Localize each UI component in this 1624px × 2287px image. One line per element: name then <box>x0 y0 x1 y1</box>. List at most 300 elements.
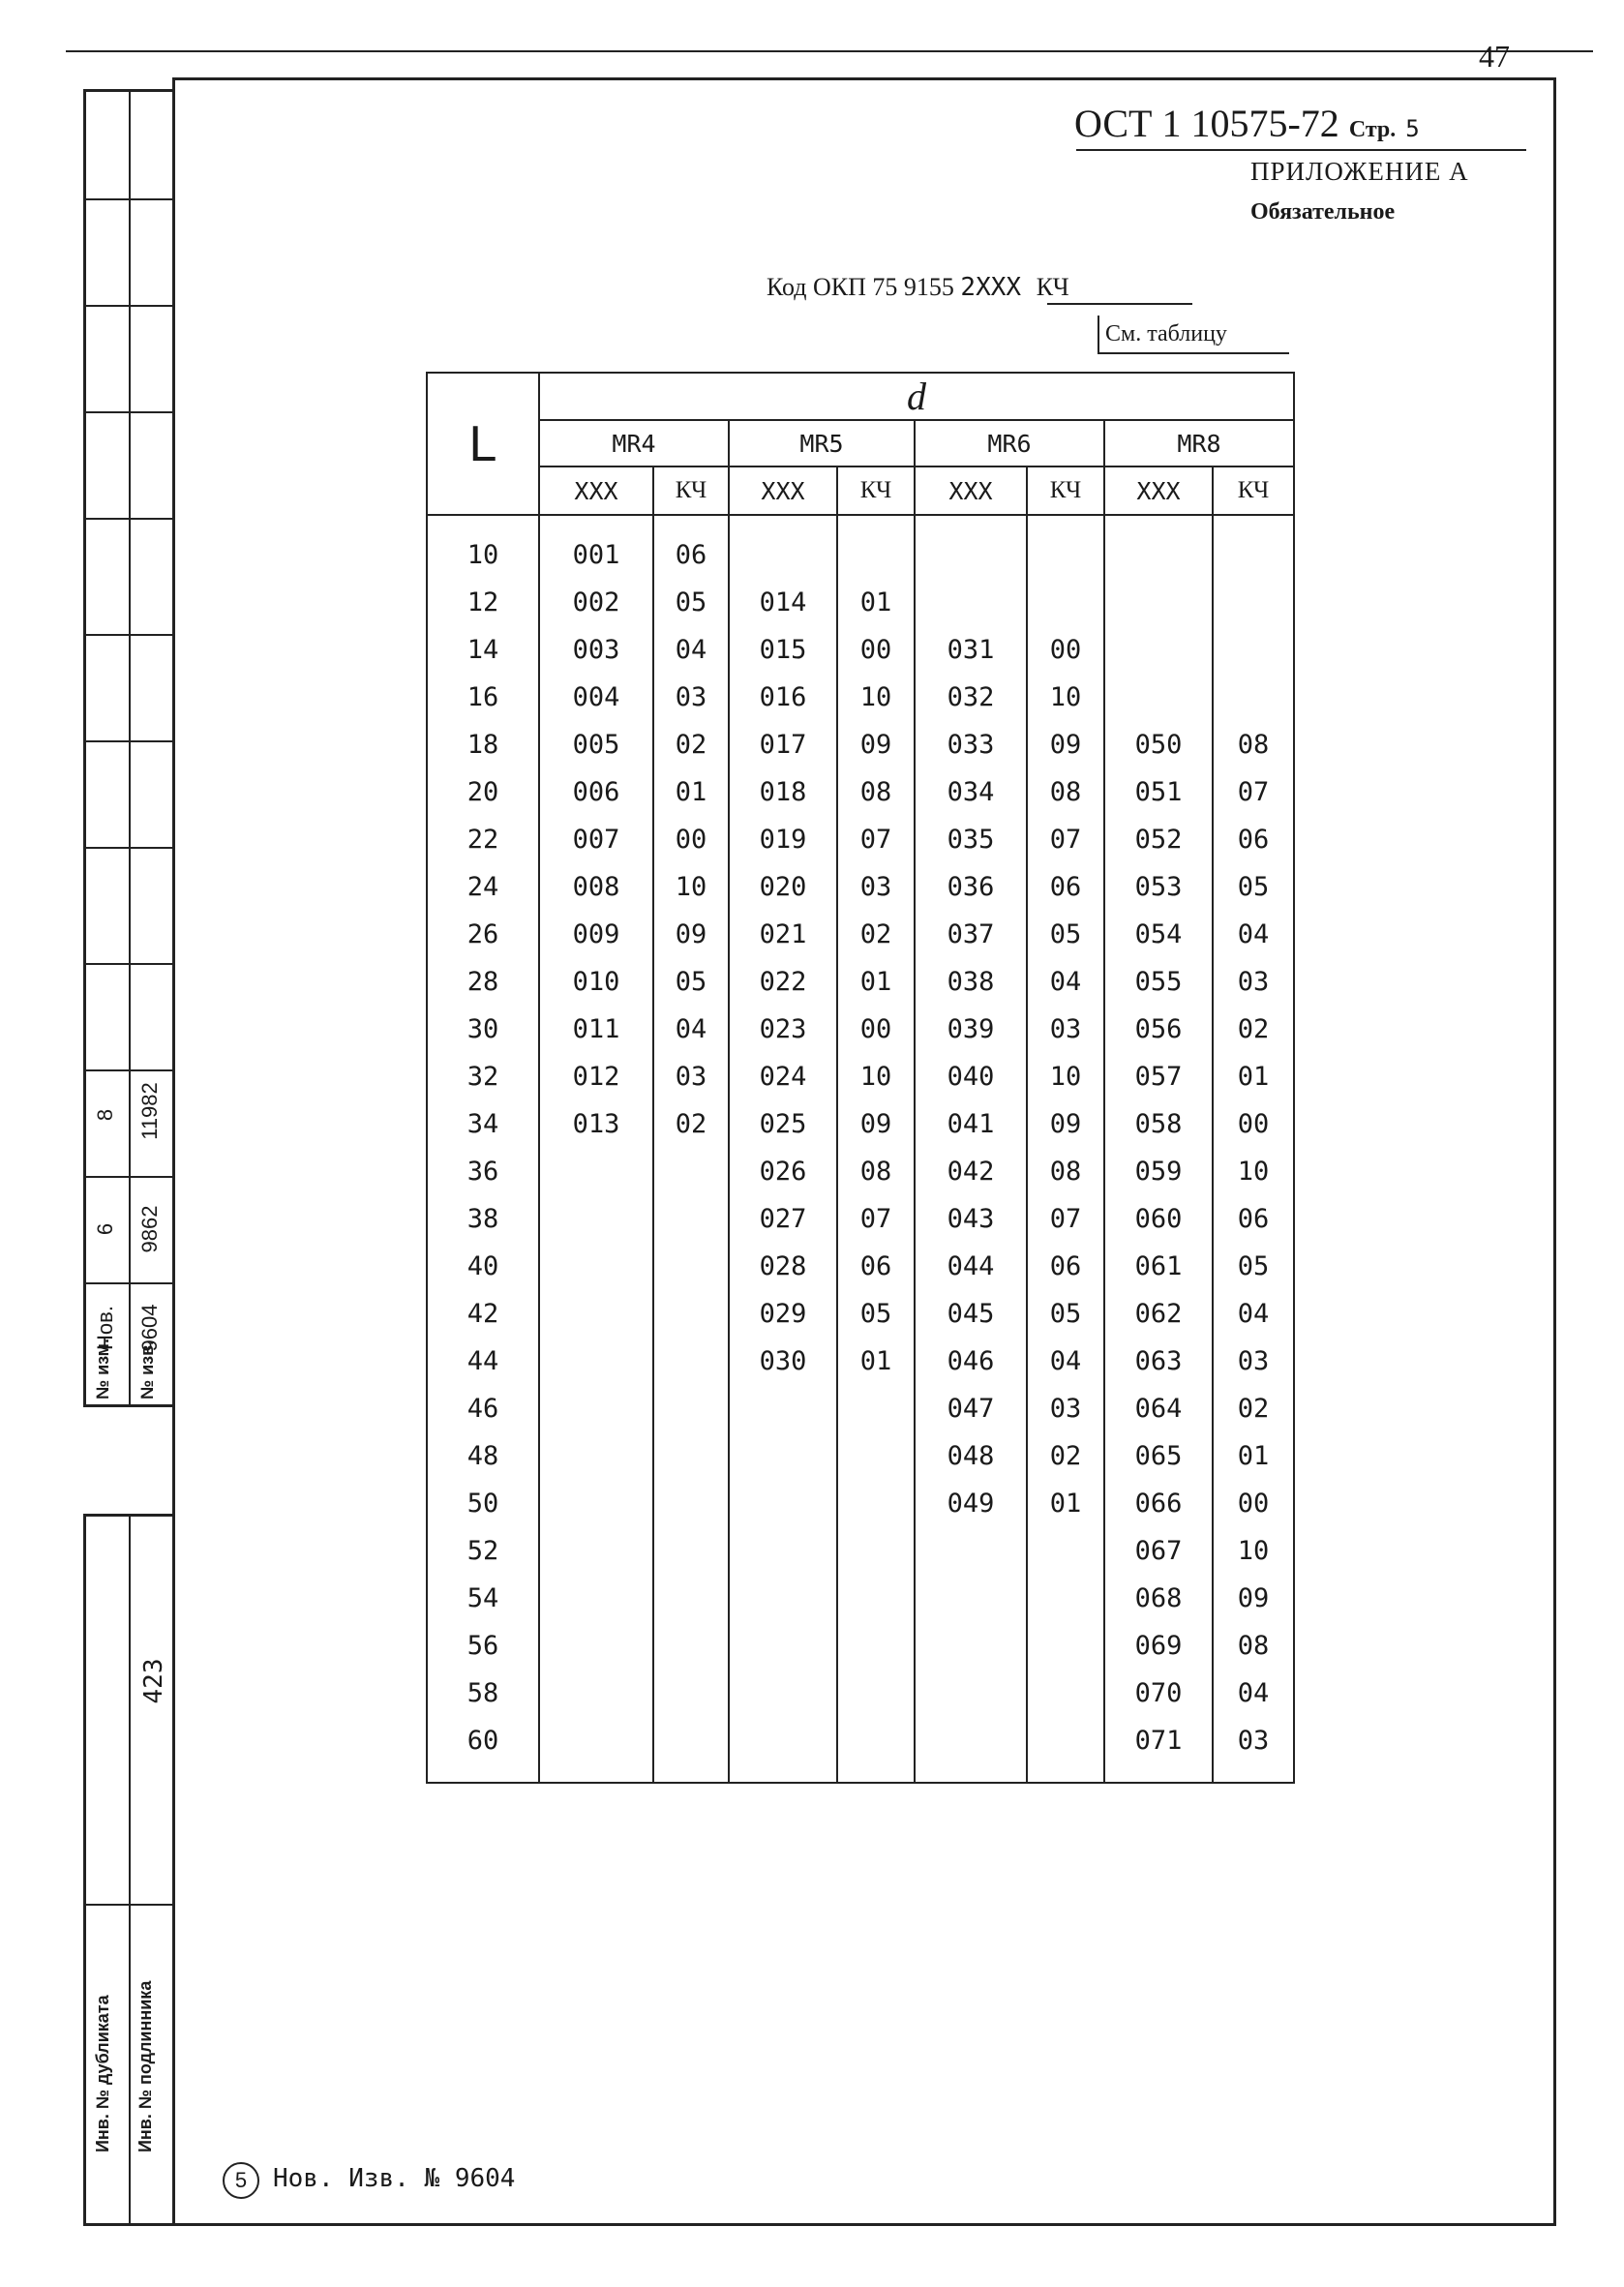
cell-kch: 10 <box>653 863 729 911</box>
cell-xxx: 070 <box>1104 1670 1213 1717</box>
table-row <box>427 1527 1294 1575</box>
cell-xxx <box>1104 674 1213 721</box>
cell-xxx: 021 <box>729 911 837 958</box>
cell-kch: 05 <box>1213 863 1294 911</box>
table-row <box>427 768 1294 816</box>
sub-header-xxx: XXX <box>729 466 837 515</box>
cell-kch <box>837 1432 915 1480</box>
cell-kch: 01 <box>1027 1480 1104 1527</box>
cell-xxx <box>1104 626 1213 674</box>
inv-original-value: 423 <box>139 1658 168 1704</box>
table-body <box>427 515 1294 1783</box>
cell-l: 30 <box>427 1006 539 1053</box>
cell-kch: 01 <box>653 768 729 816</box>
cell-l: 42 <box>427 1290 539 1338</box>
cell-kch <box>1213 674 1294 721</box>
cell-kch <box>837 1527 915 1575</box>
page-number: 47 <box>1479 39 1510 74</box>
sub-header-xxx: XXX <box>915 466 1027 515</box>
cell-xxx: 056 <box>1104 1006 1213 1053</box>
cell-kch: 04 <box>1027 1338 1104 1385</box>
cell-kch: 04 <box>1213 1670 1294 1717</box>
cell-l: 52 <box>427 1527 539 1575</box>
document-code: ОСТ 1 10575-72 Стр. 5 <box>1074 102 1420 145</box>
cell-l: 40 <box>427 1243 539 1290</box>
cell-kch: 00 <box>1213 1480 1294 1527</box>
cell-xxx: 063 <box>1104 1338 1213 1385</box>
cell-kch: 08 <box>837 1148 915 1195</box>
page-label: Стр. <box>1348 117 1397 142</box>
cell-kch <box>1027 515 1104 579</box>
cell-kch: 06 <box>1027 863 1104 911</box>
cell-xxx: 016 <box>729 674 837 721</box>
cell-xxx: 030 <box>729 1338 837 1385</box>
cell-xxx: 008 <box>539 863 653 911</box>
cell-xxx <box>539 1575 653 1622</box>
cell-kch: 06 <box>1213 816 1294 863</box>
table-row <box>427 1006 1294 1053</box>
cell-xxx: 023 <box>729 1006 837 1053</box>
cell-xxx <box>539 1717 653 1783</box>
l-header: L <box>427 373 539 515</box>
cell-xxx <box>729 1717 837 1783</box>
cell-xxx: 058 <box>1104 1100 1213 1148</box>
cell-kch: 09 <box>837 1100 915 1148</box>
cell-xxx: 011 <box>539 1006 653 1053</box>
cell-l: 50 <box>427 1480 539 1527</box>
sub-header-kch: КЧ <box>1213 466 1294 515</box>
cell-kch <box>837 1717 915 1783</box>
cell-xxx: 004 <box>539 674 653 721</box>
table-row <box>427 1148 1294 1195</box>
cell-l: 44 <box>427 1338 539 1385</box>
cell-kch: 02 <box>1027 1432 1104 1480</box>
cell-xxx <box>539 1243 653 1290</box>
cell-kch: 09 <box>1027 1100 1104 1148</box>
table-row <box>427 1338 1294 1385</box>
cell-xxx: 039 <box>915 1006 1027 1053</box>
cell-kch: 03 <box>653 674 729 721</box>
cell-kch: 08 <box>1213 721 1294 768</box>
cell-kch: 05 <box>653 958 729 1006</box>
cell-xxx: 049 <box>915 1480 1027 1527</box>
cell-xxx: 013 <box>539 1100 653 1148</box>
cell-xxx <box>915 1670 1027 1717</box>
stamp-notice-label: № изв. <box>137 1339 157 1399</box>
cell-xxx: 031 <box>915 626 1027 674</box>
cell-kch <box>1213 515 1294 579</box>
stamp-notice-8: 11982 <box>137 1082 162 1140</box>
table-row <box>427 674 1294 721</box>
cell-kch <box>837 515 915 579</box>
cell-xxx <box>729 1575 837 1622</box>
cell-l: 12 <box>427 579 539 626</box>
cell-xxx: 042 <box>915 1148 1027 1195</box>
table-row <box>427 579 1294 626</box>
table-row <box>427 626 1294 674</box>
cell-kch: 06 <box>653 515 729 579</box>
cell-kch <box>1027 1717 1104 1783</box>
table-row <box>427 721 1294 768</box>
cell-xxx: 057 <box>1104 1053 1213 1100</box>
d-header: d <box>539 373 1294 420</box>
cell-xxx: 036 <box>915 863 1027 911</box>
cell-kch: 04 <box>653 1006 729 1053</box>
table-row <box>427 911 1294 958</box>
table-row <box>427 1480 1294 1527</box>
cell-xxx <box>729 1385 837 1432</box>
cell-xxx <box>539 1622 653 1670</box>
cell-xxx <box>915 1575 1027 1622</box>
cell-kch: 09 <box>1027 721 1104 768</box>
cell-kch <box>837 1575 915 1622</box>
cell-xxx: 025 <box>729 1100 837 1148</box>
cell-kch <box>837 1670 915 1717</box>
cell-kch: 10 <box>837 674 915 721</box>
cell-xxx: 029 <box>729 1290 837 1338</box>
cell-kch: 05 <box>1027 1290 1104 1338</box>
cell-kch: 09 <box>1213 1575 1294 1622</box>
cell-kch: 10 <box>1213 1527 1294 1575</box>
cell-xxx: 061 <box>1104 1243 1213 1290</box>
cell-xxx: 020 <box>729 863 837 911</box>
cell-kch <box>1027 1575 1104 1622</box>
cell-kch: 04 <box>1213 911 1294 958</box>
footer-circled-number: 5 <box>223 2162 259 2199</box>
cell-xxx <box>539 1385 653 1432</box>
cell-xxx: 067 <box>1104 1527 1213 1575</box>
cell-xxx: 045 <box>915 1290 1027 1338</box>
cell-xxx: 015 <box>729 626 837 674</box>
table-row <box>427 515 1294 579</box>
appendix-title: ПРИЛОЖЕНИЕ А <box>1250 157 1469 186</box>
cell-kch: 07 <box>1027 1195 1104 1243</box>
cell-xxx <box>1104 515 1213 579</box>
cell-xxx: 035 <box>915 816 1027 863</box>
group-header-mr8: MR8 <box>1104 420 1294 466</box>
cell-l: 18 <box>427 721 539 768</box>
cell-xxx <box>539 1195 653 1243</box>
cell-kch <box>653 1527 729 1575</box>
cell-xxx: 024 <box>729 1053 837 1100</box>
stamp-col-8: 8 <box>93 1108 117 1122</box>
cell-xxx <box>729 1480 837 1527</box>
cell-kch: 05 <box>653 579 729 626</box>
cell-xxx <box>539 1290 653 1338</box>
sub-header-xxx: XXX <box>1104 466 1213 515</box>
cell-xxx: 006 <box>539 768 653 816</box>
cell-xxx <box>539 1148 653 1195</box>
cell-kch: 08 <box>1213 1622 1294 1670</box>
cell-xxx: 062 <box>1104 1290 1213 1338</box>
cell-kch: 03 <box>1027 1385 1104 1432</box>
cell-kch: 09 <box>837 721 915 768</box>
cell-xxx: 026 <box>729 1148 837 1195</box>
cell-kch: 03 <box>1213 1717 1294 1783</box>
see-table-note: См. таблицу <box>1105 321 1227 346</box>
cell-kch: 10 <box>837 1053 915 1100</box>
cell-kch <box>1027 579 1104 626</box>
cell-xxx: 037 <box>915 911 1027 958</box>
cell-xxx: 007 <box>539 816 653 863</box>
cell-l: 60 <box>427 1717 539 1783</box>
group-header-mr4: MR4 <box>539 420 729 466</box>
cell-kch: 01 <box>837 579 915 626</box>
stamp-col-6: 6 <box>93 1222 117 1236</box>
cell-kch <box>1027 1527 1104 1575</box>
cell-kch: 03 <box>1027 1006 1104 1053</box>
cell-xxx <box>729 1527 837 1575</box>
cell-xxx: 001 <box>539 515 653 579</box>
cell-kch: 01 <box>1213 1432 1294 1480</box>
cell-kch: 01 <box>837 958 915 1006</box>
cell-l: 20 <box>427 768 539 816</box>
cell-xxx: 028 <box>729 1243 837 1290</box>
cell-kch: 07 <box>1213 768 1294 816</box>
cell-kch: 06 <box>1027 1243 1104 1290</box>
cell-l: 28 <box>427 958 539 1006</box>
top-rule <box>66 50 1593 52</box>
cell-xxx: 017 <box>729 721 837 768</box>
cell-xxx: 040 <box>915 1053 1027 1100</box>
cell-l: 58 <box>427 1670 539 1717</box>
table-row <box>427 1195 1294 1243</box>
sub-header-kch: КЧ <box>1027 466 1104 515</box>
page-value: 5 <box>1405 115 1420 142</box>
cell-kch <box>1027 1670 1104 1717</box>
cell-xxx: 066 <box>1104 1480 1213 1527</box>
cell-l: 26 <box>427 911 539 958</box>
inventory-stamp-strip <box>83 1514 175 2226</box>
cell-xxx <box>539 1527 653 1575</box>
cell-xxx: 009 <box>539 911 653 958</box>
cell-kch: 02 <box>837 911 915 958</box>
table-row <box>427 1290 1294 1338</box>
okp-code: Код ОКП 75 9155 2XXX КЧ <box>767 273 1069 302</box>
cell-l: 48 <box>427 1432 539 1480</box>
cell-xxx: 055 <box>1104 958 1213 1006</box>
cell-xxx: 014 <box>729 579 837 626</box>
cell-xxx: 010 <box>539 958 653 1006</box>
cell-xxx: 022 <box>729 958 837 1006</box>
sub-header-xxx: XXX <box>539 466 653 515</box>
change-stamp-strip <box>83 89 175 1407</box>
cell-xxx: 046 <box>915 1338 1027 1385</box>
cell-kch: 05 <box>837 1290 915 1338</box>
cell-kch <box>653 1290 729 1338</box>
table-row <box>427 1432 1294 1480</box>
table-row <box>427 1670 1294 1717</box>
cell-xxx: 053 <box>1104 863 1213 911</box>
cell-l: 54 <box>427 1575 539 1622</box>
cell-xxx: 038 <box>915 958 1027 1006</box>
cell-kch <box>837 1385 915 1432</box>
cell-kch: 07 <box>837 1195 915 1243</box>
cell-kch <box>1213 626 1294 674</box>
cell-xxx: 018 <box>729 768 837 816</box>
cell-xxx: 059 <box>1104 1148 1213 1195</box>
sub-header-kch: КЧ <box>837 466 915 515</box>
cell-kch: 04 <box>1027 958 1104 1006</box>
cell-kch <box>653 1480 729 1527</box>
stamp-notice-new: 9604 <box>137 1304 162 1352</box>
cell-xxx: 047 <box>915 1385 1027 1432</box>
cell-xxx: 052 <box>1104 816 1213 863</box>
cell-xxx: 003 <box>539 626 653 674</box>
cell-kch <box>653 1670 729 1717</box>
cell-kch: 01 <box>837 1338 915 1385</box>
cell-xxx: 060 <box>1104 1195 1213 1243</box>
cell-xxx <box>539 1338 653 1385</box>
cell-xxx: 043 <box>915 1195 1027 1243</box>
cell-kch: 03 <box>1213 1338 1294 1385</box>
cell-xxx: 044 <box>915 1243 1027 1290</box>
cell-kch <box>653 1148 729 1195</box>
cell-xxx <box>729 1432 837 1480</box>
cell-kch: 08 <box>837 768 915 816</box>
cell-kch <box>653 1622 729 1670</box>
table-row <box>427 1385 1294 1432</box>
cell-kch <box>653 1243 729 1290</box>
cell-kch: 03 <box>1213 958 1294 1006</box>
cell-xxx: 048 <box>915 1432 1027 1480</box>
cell-xxx <box>729 1622 837 1670</box>
cell-xxx: 012 <box>539 1053 653 1100</box>
cell-xxx: 034 <box>915 768 1027 816</box>
cell-xxx <box>539 1480 653 1527</box>
cell-kch: 06 <box>1213 1195 1294 1243</box>
footer-notice: Нов. Изв. № 9604 <box>273 2164 516 2193</box>
cell-l: 56 <box>427 1622 539 1670</box>
table-row <box>427 1053 1294 1100</box>
stamp-notice-6: 9862 <box>137 1205 162 1253</box>
cell-xxx <box>915 1717 1027 1783</box>
cell-xxx <box>539 1670 653 1717</box>
cell-l: 16 <box>427 674 539 721</box>
cell-xxx <box>915 515 1027 579</box>
cell-l: 14 <box>427 626 539 674</box>
inv-duplicate-label: Инв. № дубликата <box>93 1995 112 2152</box>
group-header-mr6: MR6 <box>915 420 1104 466</box>
cell-xxx: 065 <box>1104 1432 1213 1480</box>
cell-kch <box>653 1717 729 1783</box>
cell-kch: 00 <box>653 816 729 863</box>
cell-xxx: 019 <box>729 816 837 863</box>
cell-kch: 02 <box>653 1100 729 1148</box>
cell-kch <box>1213 579 1294 626</box>
cell-xxx: 071 <box>1104 1717 1213 1783</box>
cell-kch: 05 <box>1213 1243 1294 1290</box>
cell-kch: 10 <box>1027 1053 1104 1100</box>
cell-xxx: 068 <box>1104 1575 1213 1622</box>
cell-xxx: 050 <box>1104 721 1213 768</box>
cell-l: 38 <box>427 1195 539 1243</box>
cell-l: 36 <box>427 1148 539 1195</box>
cell-kch: 04 <box>653 626 729 674</box>
cell-xxx <box>1104 579 1213 626</box>
cell-kch: 00 <box>1027 626 1104 674</box>
cell-kch: 06 <box>837 1243 915 1290</box>
cell-kch: 01 <box>1213 1053 1294 1100</box>
cell-kch <box>1027 1622 1104 1670</box>
cell-xxx <box>915 1527 1027 1575</box>
table-row <box>427 958 1294 1006</box>
cell-xxx: 002 <box>539 579 653 626</box>
cell-kch: 03 <box>837 863 915 911</box>
cell-xxx: 054 <box>1104 911 1213 958</box>
cell-kch: 05 <box>1027 911 1104 958</box>
table-row <box>427 1717 1294 1783</box>
cell-kch <box>653 1575 729 1622</box>
cell-l: 46 <box>427 1385 539 1432</box>
cell-l: 32 <box>427 1053 539 1100</box>
stamp-col-new: Нов. <box>93 1306 117 1350</box>
group-header-mr5: MR5 <box>729 420 915 466</box>
cell-l: 22 <box>427 816 539 863</box>
title-underline <box>1076 149 1526 151</box>
cell-kch: 00 <box>1213 1100 1294 1148</box>
cell-kch: 02 <box>1213 1006 1294 1053</box>
cell-kch: 02 <box>653 721 729 768</box>
cell-xxx: 005 <box>539 721 653 768</box>
cell-kch: 00 <box>837 1006 915 1053</box>
appendix-subtitle: Обязательное <box>1250 199 1396 225</box>
cell-kch <box>653 1432 729 1480</box>
table-row <box>427 1622 1294 1670</box>
cell-l: 24 <box>427 863 539 911</box>
cell-kch: 07 <box>837 816 915 863</box>
inv-original-label: Инв. № подлинника <box>135 1980 155 2152</box>
cell-kch: 09 <box>653 911 729 958</box>
cell-l: 10 <box>427 515 539 579</box>
cell-xxx: 064 <box>1104 1385 1213 1432</box>
cell-kch <box>653 1338 729 1385</box>
okp-underline <box>1047 303 1192 305</box>
cell-kch <box>653 1385 729 1432</box>
table-row <box>427 1575 1294 1622</box>
cell-kch: 00 <box>837 626 915 674</box>
cell-xxx: 069 <box>1104 1622 1213 1670</box>
cell-xxx <box>729 515 837 579</box>
code-table <box>426 372 1295 1784</box>
cell-kch: 08 <box>1027 768 1104 816</box>
cell-xxx <box>539 1432 653 1480</box>
cell-xxx: 027 <box>729 1195 837 1243</box>
cell-kch: 04 <box>1213 1290 1294 1338</box>
cell-l: 34 <box>427 1100 539 1148</box>
cell-xxx: 033 <box>915 721 1027 768</box>
cell-kch <box>837 1480 915 1527</box>
cell-xxx: 032 <box>915 674 1027 721</box>
cell-kch <box>653 1195 729 1243</box>
cell-kch: 10 <box>1213 1148 1294 1195</box>
stamp-change-label: № изм. <box>93 1339 112 1399</box>
table-row <box>427 1243 1294 1290</box>
cell-kch: 07 <box>1027 816 1104 863</box>
cell-xxx <box>729 1670 837 1717</box>
cell-kch: 08 <box>1027 1148 1104 1195</box>
cell-kch: 03 <box>653 1053 729 1100</box>
cell-kch: 02 <box>1213 1385 1294 1432</box>
cell-xxx: 041 <box>915 1100 1027 1148</box>
cell-kch <box>837 1622 915 1670</box>
table-row <box>427 1100 1294 1148</box>
table-row <box>427 816 1294 863</box>
cell-xxx: 051 <box>1104 768 1213 816</box>
sub-header-kch: КЧ <box>653 466 729 515</box>
cell-kch: 10 <box>1027 674 1104 721</box>
table-row <box>427 863 1294 911</box>
